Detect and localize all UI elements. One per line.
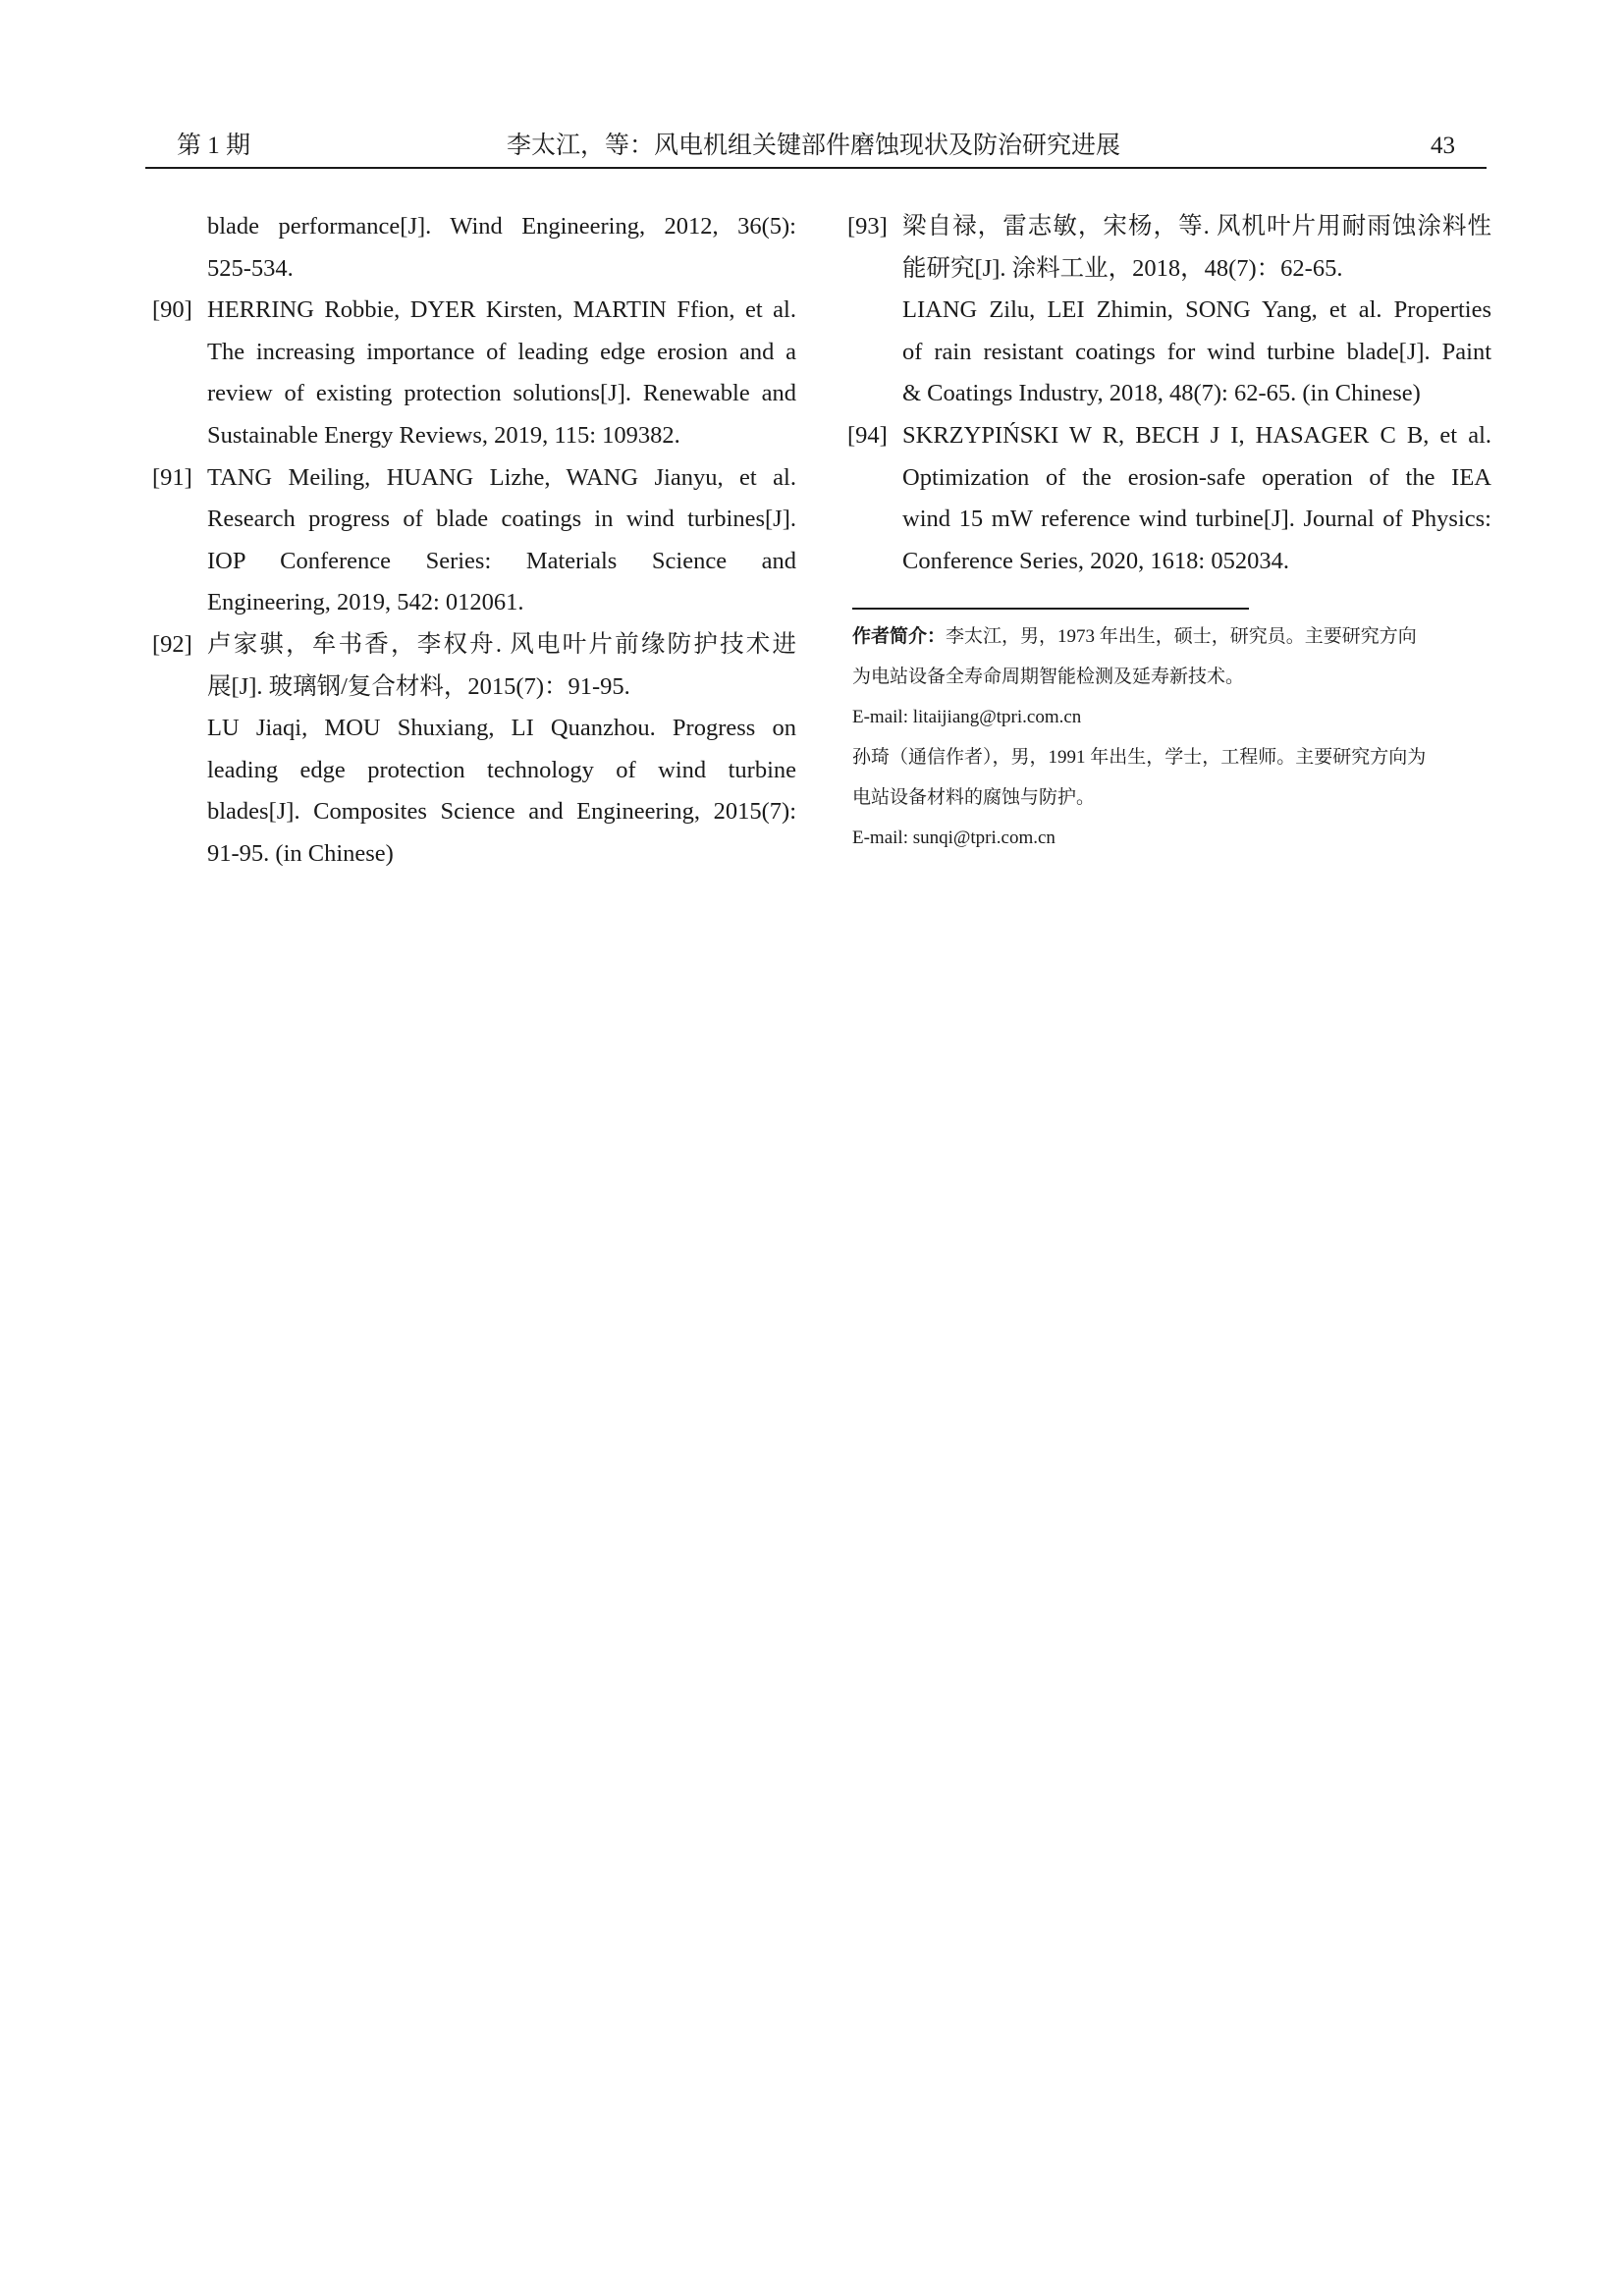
page-number: 43: [1431, 133, 1455, 159]
reference-number: [94]: [847, 421, 888, 449]
email-line: E-mail: sunqi@tpri.com.cn: [852, 828, 1056, 848]
footnote-divider: [852, 608, 1249, 610]
text-line: 525-534.: [207, 254, 294, 282]
text-line: Research progress of blade coatings in wind turbines[J].: [207, 506, 796, 533]
running-header: [145, 126, 1487, 169]
reference-number: [90]: [152, 296, 192, 324]
bio-line: 为电站设备全寿命周期智能检测及延寿新技术。: [852, 667, 1245, 687]
text-line: blade performance[J]. Wind Engineering, 2012, 36(5):: [207, 213, 796, 240]
text-line: Engineering, 2019, 542: 012061.: [207, 589, 524, 616]
reference-item-94: [847, 415, 1491, 582]
running-title: 李太江，等：风电机组关键部件磨蚀现状及防治研究进展: [507, 133, 1121, 159]
reference-item-91: [152, 457, 796, 624]
left-column: [152, 206, 796, 876]
text-line: Sustainable Energy Reviews, 2019, 115: 109382.: [207, 421, 680, 449]
right-column: [847, 206, 1491, 582]
reference-number: [92]: [152, 630, 192, 658]
text-line: 卢家骐，牟书香，李权舟. 风电叶片前缘防护技术进: [207, 630, 796, 658]
email-line: E-mail: litaijiang@tpri.com.cn: [852, 707, 1082, 727]
reference-item-90: [152, 290, 796, 456]
reference-number: [93]: [847, 213, 888, 240]
text-line: blades[J]. Composites Science and Engineering, 2015(7):: [207, 798, 796, 826]
text-line: Conference Series, 2020, 1618: 052034.: [902, 547, 1289, 574]
text-line: IOP Conference Series: Materials Science and: [207, 547, 796, 574]
text-line: TANG Meiling, HUANG Lizhe, WANG Jianyu, et al.: [207, 463, 796, 491]
reference-item-92: [152, 624, 796, 876]
bio-label: 作者简介：: [852, 626, 947, 647]
text-line: 能研究[J]. 涂料工业，2018，48(7)：62-65.: [902, 254, 1343, 282]
text-line: LIANG Zilu, LEI Zhimin, SONG Yang, et al. Properties: [902, 296, 1491, 324]
text-line: SKRZYPIŃSKI W R, BECH J I, HASAGER C B, et al.: [902, 421, 1491, 449]
text-line: The increasing importance of leading edge erosion and a: [207, 338, 796, 365]
text-line: wind 15 mW reference wind turbine[J]. Journal of Physics:: [902, 506, 1491, 533]
text-line: leading edge protection technology of wind turbine: [207, 756, 796, 783]
text-line: review of existing protection solutions[J]. Renewable and: [207, 380, 796, 407]
bio-text: 李太江，男，1973 年出生，硕士，研究员。主要研究方向: [946, 626, 1417, 647]
text-line: & Coatings Industry, 2018, 48(7): 62-65. (in Chinese): [902, 380, 1421, 407]
bio-line: 孙琦（通信作者），男，1991 年出生，学士，工程师。主要研究方向为: [852, 747, 1427, 768]
author-bio: [852, 616, 1490, 858]
reference-item-93: [847, 206, 1491, 415]
text-line: of rain resistant coatings for wind turbine blade[J]. Paint: [902, 338, 1491, 365]
bio-line: [852, 616, 1490, 657]
reference-number: [91]: [152, 463, 192, 491]
text-line: LU Jiaqi, MOU Shuxiang, LI Quanzhou. Progress on: [207, 715, 796, 742]
text-line: HERRING Robbie, DYER Kirsten, MARTIN Ffion, et al.: [207, 296, 796, 324]
text-line: 梁自禄，雷志敏，宋杨，等. 风机叶片用耐雨蚀涂料性: [902, 213, 1491, 240]
text-line: Optimization of the erosion-safe operation of the IEA: [902, 463, 1491, 491]
reference-continuation: [152, 206, 796, 290]
text-line: 91-95. (in Chinese): [207, 839, 394, 867]
bio-line: 电站设备材料的腐蚀与防护。: [852, 787, 1096, 808]
text-line: 展[J]. 玻璃钢/复合材料，2015(7)：91-95.: [207, 672, 630, 700]
issue-label: 第 1 期: [177, 133, 251, 159]
